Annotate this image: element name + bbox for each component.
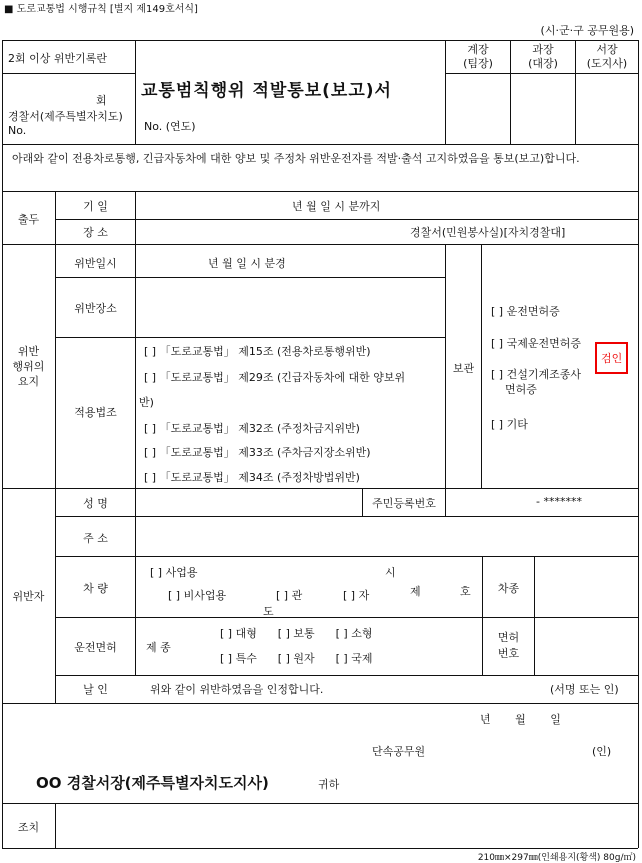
vehicle-label: 차 량 (83, 582, 108, 595)
custody-license: [ ] 운전면허증 (491, 305, 560, 318)
custody-construction-license: [ ] 건설기계조종사 면허증 (491, 368, 581, 396)
custody-label: 보관 (452, 362, 475, 375)
no-year-label: No. (연도) (144, 120, 196, 133)
officer-label: 단속공무원 (372, 745, 426, 758)
vehicle-ho: 호 (460, 585, 471, 598)
violation-summary-label: 위반 행위의 요지 (12, 345, 45, 388)
form-number: ■ 도로교통법 시행규칙 [별지 제149호서식] (4, 4, 198, 15)
vehicle-je: 제 (410, 585, 421, 598)
custody-intl-license: [ ] 국제운전면허증 (491, 337, 581, 350)
recipient-suffix: 귀하 (318, 778, 340, 791)
custody-other: [ ] 기타 (491, 418, 528, 431)
dispatch-label: 출두 (17, 213, 40, 226)
rrn-label: 주민등록번호 (372, 497, 436, 510)
approval-team-leader: 계장 (팀장) (463, 43, 493, 70)
violator-label: 위반자 (12, 590, 45, 603)
address-label: 주 소 (83, 532, 108, 545)
violation-place-label: 위반장소 (74, 302, 117, 315)
officer-seal: (인) (592, 745, 612, 758)
vehicle-ja: [ ] 자 (343, 589, 370, 602)
law-item-34: [ ] 「도로교통법」 제34조 (주정차방법위반) (144, 471, 360, 484)
law-item-33: [ ] 「도로교통법」 제33조 (주차금지장소위반) (144, 446, 371, 459)
inspection-stamp: 검인 (595, 342, 628, 374)
police-no-label: 회 (96, 94, 107, 107)
license-kind: 제 종 (146, 641, 171, 654)
vehicle-gwan: [ ] 관 (276, 589, 303, 602)
violation-datetime-label: 위반일시 (74, 257, 117, 270)
seal-statement: 위와 같이 위반하였음을 인정합니다. (150, 683, 324, 696)
violation-datetime-value: 년 월 일 시 분경 (208, 257, 286, 270)
approval-section-chief: 과장 (대장) (528, 43, 558, 70)
intro-text: 아래와 같이 전용차로통행, 긴급자동차에 대한 양보 및 주정차 위반운전자를 적발·출석 고지하였음을 통보(보고)합니다. (12, 152, 580, 165)
report-date: 년 월 일 (480, 713, 561, 726)
dispatch-date-label: 기 일 (83, 200, 108, 213)
law-item-29: [ ] 「도로교통법」 제29조 (긴급자동차에 대한 양보위 (144, 371, 406, 384)
rrn-value: - ******* (536, 495, 582, 508)
action-label: 조치 (17, 821, 40, 834)
repeat-violation-label: 2회 이상 위반기록란 (8, 52, 107, 65)
police-station-label: 경찰서(제주특별자치도) (8, 110, 123, 123)
applicable-law-label: 적용법조 (74, 406, 117, 419)
license-options-row2: [ ] 특수 [ ] 원자 [ ] 국제 (220, 652, 373, 665)
vehicle-nonbusiness: [ ] 비사업용 (168, 589, 227, 602)
license-number-label: 면허 번호 (497, 631, 520, 660)
license-options-row1: [ ] 대형 [ ] 보통 [ ] 소형 (220, 627, 373, 640)
vehicle-city: 시 (385, 566, 396, 579)
name-label: 성 명 (83, 497, 108, 510)
seal-label: 날 인 (83, 683, 108, 696)
dispatch-place-value: 경찰서(민원봉사실)[자치경찰대] (410, 226, 566, 239)
law-item-15: [ ] 「도로교통법」 제15조 (전용차로통행위반) (144, 345, 371, 358)
approval-chief: 서장 (도지사) (586, 43, 628, 70)
seal-sign-note: (서명 또는 인) (550, 683, 619, 696)
dispatch-date-value: 년 월 일 시 분까지 (292, 200, 381, 213)
dispatch-place-label: 장 소 (83, 226, 108, 239)
paper-spec: 210㎜×297㎜(인쇄용지(황색) 80g/㎡) (477, 853, 636, 863)
vehicle-business: [ ] 사업용 (150, 566, 198, 579)
vehicle-do: 도 (263, 605, 274, 618)
vehicle-type-label: 차종 (497, 582, 520, 595)
page-title: 교통범칙행위 적발통보(보고)서 (141, 81, 392, 101)
usage-note: (시·군·구 공무원용) (540, 24, 634, 37)
law-item-29-cont: 반) (139, 396, 154, 409)
recipient: OO 경찰서장(제주특별자치도지사) (36, 774, 269, 792)
law-item-32: [ ] 「도로교통법」 제32조 (주정차금지위반) (144, 422, 360, 435)
license-label: 운전면허 (74, 641, 117, 654)
no-label: No. (8, 124, 27, 137)
